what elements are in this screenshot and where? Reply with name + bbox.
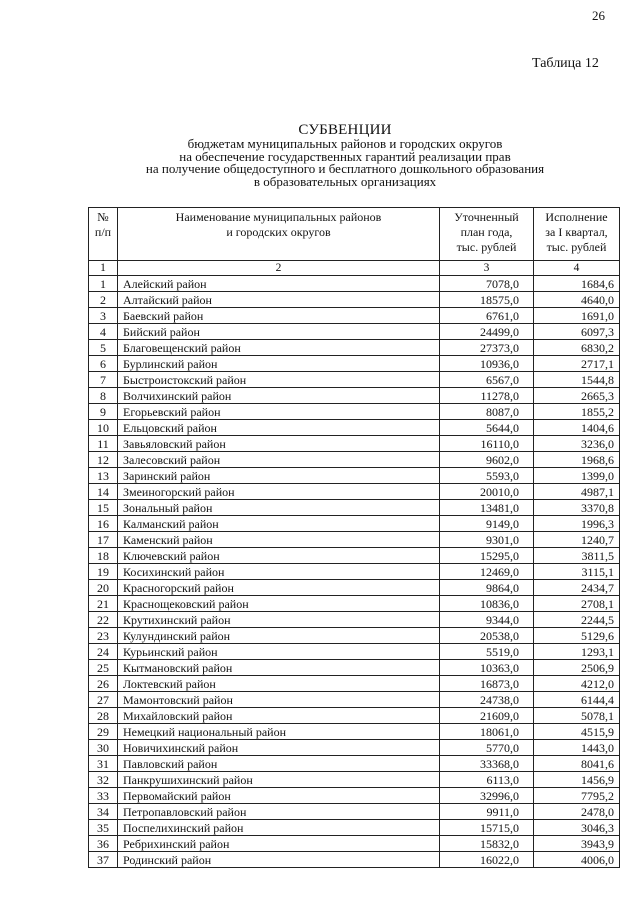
table-row [89, 532, 620, 548]
table-row [89, 420, 620, 436]
header-text: Наименование муниципальных районов [175, 210, 382, 224]
annual-plan-value: 6113,0 [440, 772, 534, 788]
table-row [89, 500, 620, 516]
page-number: 26 [592, 8, 605, 23]
table-row [89, 340, 620, 356]
table-row [89, 724, 620, 740]
district-name: Баевский район [118, 308, 440, 324]
q1-execution-value: 3115,1 [534, 564, 620, 580]
header-name [118, 208, 440, 261]
district-name: Кулундинский район [118, 628, 440, 644]
table-row [89, 452, 620, 468]
annual-plan-value: 9301,0 [440, 532, 534, 548]
row-number: 34 [89, 804, 118, 820]
table-row [89, 644, 620, 660]
q1-execution-value: 3046,3 [534, 820, 620, 836]
row-number: 30 [89, 740, 118, 756]
annual-plan-value: 5519,0 [440, 644, 534, 660]
row-number: 4 [89, 324, 118, 340]
district-name: Бурлинский район [118, 356, 440, 372]
document-title [0, 122, 640, 188]
district-name: Алтайский район [118, 292, 440, 308]
row-number: 21 [89, 596, 118, 612]
district-name: Зональный район [118, 500, 440, 516]
row-number: 26 [89, 676, 118, 692]
table-row [89, 292, 620, 308]
annual-plan-value: 33368,0 [440, 756, 534, 772]
q1-execution-value: 1404,6 [534, 420, 620, 436]
annual-plan-value: 5770,0 [440, 740, 534, 756]
q1-execution-value: 2717,1 [534, 356, 620, 372]
district-name: Ельцовский район [118, 420, 440, 436]
row-number: 18 [89, 548, 118, 564]
q1-execution-value: 4006,0 [534, 852, 620, 868]
annual-plan-value: 20010,0 [440, 484, 534, 500]
annual-plan-value: 6567,0 [440, 372, 534, 388]
row-number: 35 [89, 820, 118, 836]
q1-execution-value: 2708,1 [534, 596, 620, 612]
row-number: 33 [89, 788, 118, 804]
column-index: 1 [89, 261, 118, 276]
table-row [89, 788, 620, 804]
table-row [89, 596, 620, 612]
table-row [89, 276, 620, 292]
row-number: 5 [89, 340, 118, 356]
annual-plan-value: 13481,0 [440, 500, 534, 516]
row-number: 32 [89, 772, 118, 788]
table-row [89, 372, 620, 388]
q1-execution-value: 6830,2 [534, 340, 620, 356]
district-name: Волчихинский район [118, 388, 440, 404]
row-number: 15 [89, 500, 118, 516]
row-number: 36 [89, 836, 118, 852]
district-name: Немецкий национальный район [118, 724, 440, 740]
row-number: 1 [89, 276, 118, 292]
annual-plan-value: 9602,0 [440, 452, 534, 468]
district-name: Ребрихинский район [118, 836, 440, 852]
table-row [89, 404, 620, 420]
row-number: 8 [89, 388, 118, 404]
annual-plan-value: 6761,0 [440, 308, 534, 324]
row-number: 20 [89, 580, 118, 596]
q1-execution-value: 1240,7 [534, 532, 620, 548]
table-row [89, 564, 620, 580]
table-row [89, 436, 620, 452]
annual-plan-value: 12469,0 [440, 564, 534, 580]
district-name: Заринский район [118, 468, 440, 484]
q1-execution-value: 2478,0 [534, 804, 620, 820]
row-number: 7 [89, 372, 118, 388]
district-name: Новичихинский район [118, 740, 440, 756]
column-index-row [89, 261, 620, 276]
annual-plan-value: 21609,0 [440, 708, 534, 724]
q1-execution-value: 1456,9 [534, 772, 620, 788]
q1-execution-value: 1544,8 [534, 372, 620, 388]
district-name: Залесовский район [118, 452, 440, 468]
annual-plan-value: 18575,0 [440, 292, 534, 308]
table-body [89, 276, 620, 868]
header-text: № [97, 210, 109, 224]
q1-execution-value: 1691,0 [534, 308, 620, 324]
district-name: Курьинский район [118, 644, 440, 660]
title-line: в образовательных организациях [253, 173, 437, 189]
annual-plan-value: 9344,0 [440, 612, 534, 628]
row-number: 22 [89, 612, 118, 628]
table-row [89, 708, 620, 724]
district-name: Михайловский район [118, 708, 440, 724]
q1-execution-value: 3943,9 [534, 836, 620, 852]
row-number: 9 [89, 404, 118, 420]
header-row [89, 208, 620, 261]
q1-execution-value: 1968,6 [534, 452, 620, 468]
title-main: СУБВЕНЦИИ [298, 122, 392, 138]
annual-plan-value: 9911,0 [440, 804, 534, 820]
district-name: Змеиногорский район [118, 484, 440, 500]
row-number: 6 [89, 356, 118, 372]
q1-execution-value: 2506,9 [534, 660, 620, 676]
annual-plan-value: 10836,0 [440, 596, 534, 612]
annual-plan-value: 9149,0 [440, 516, 534, 532]
table-row [89, 692, 620, 708]
q1-execution-value: 6097,3 [534, 324, 620, 340]
table-row [89, 836, 620, 852]
title-line: на обеспечение государственных гарантий реализации прав [179, 148, 511, 164]
annual-plan-value: 16873,0 [440, 676, 534, 692]
q1-execution-value: 4212,0 [534, 676, 620, 692]
district-name: Егорьевский район [118, 404, 440, 420]
q1-execution-value: 1399,0 [534, 468, 620, 484]
annual-plan-value: 32996,0 [440, 788, 534, 804]
q1-execution-value: 6144,4 [534, 692, 620, 708]
row-number: 24 [89, 644, 118, 660]
row-number: 17 [89, 532, 118, 548]
header-plan [440, 208, 534, 261]
district-name: Поспелихинский район [118, 820, 440, 836]
header-text: тыс. рублей [456, 240, 517, 254]
table-row [89, 516, 620, 532]
district-name: Локтевский район [118, 676, 440, 692]
district-name: Калманский район [118, 516, 440, 532]
subsidies-table [88, 207, 620, 868]
row-number: 10 [89, 420, 118, 436]
row-number: 27 [89, 692, 118, 708]
table-row [89, 756, 620, 772]
row-number: 11 [89, 436, 118, 452]
row-number: 13 [89, 468, 118, 484]
district-name: Крутихинский район [118, 612, 440, 628]
annual-plan-value: 15832,0 [440, 836, 534, 852]
row-number: 37 [89, 852, 118, 868]
row-number: 25 [89, 660, 118, 676]
table-row [89, 660, 620, 676]
table-row [89, 548, 620, 564]
row-number: 14 [89, 484, 118, 500]
q1-execution-value: 8041,6 [534, 756, 620, 772]
table-row [89, 308, 620, 324]
district-name: Кытмановский район [118, 660, 440, 676]
district-name: Красногорский район [118, 580, 440, 596]
table-row [89, 804, 620, 820]
table-row [89, 676, 620, 692]
district-name: Быстроистокский район [118, 372, 440, 388]
row-number: 28 [89, 708, 118, 724]
row-number: 29 [89, 724, 118, 740]
annual-plan-value: 18061,0 [440, 724, 534, 740]
header-text: план года, [460, 225, 513, 239]
table-row [89, 356, 620, 372]
header-exec [534, 208, 620, 261]
district-name: Завьяловский район [118, 436, 440, 452]
annual-plan-value: 7078,0 [440, 276, 534, 292]
header-text: тыс. рублей [546, 240, 607, 254]
table-row [89, 820, 620, 836]
q1-execution-value: 1684,6 [534, 276, 620, 292]
row-number: 31 [89, 756, 118, 772]
annual-plan-value: 9864,0 [440, 580, 534, 596]
q1-execution-value: 5129,6 [534, 628, 620, 644]
title-line: бюджетам муниципальных районов и городских округов [187, 136, 503, 151]
district-name: Благовещенский район [118, 340, 440, 356]
column-index: 4 [534, 261, 620, 276]
annual-plan-value: 16022,0 [440, 852, 534, 868]
table-row [89, 580, 620, 596]
district-name: Бийский район [118, 324, 440, 340]
q1-execution-value: 7795,2 [534, 788, 620, 804]
table-row [89, 740, 620, 756]
district-name: Алейский район [118, 276, 440, 292]
table-label: Таблица 12 [532, 56, 599, 71]
annual-plan-value: 8087,0 [440, 404, 534, 420]
annual-plan-value: 10363,0 [440, 660, 534, 676]
q1-execution-value: 1996,3 [534, 516, 620, 532]
district-name: Родинский район [118, 852, 440, 868]
annual-plan-value: 15295,0 [440, 548, 534, 564]
annual-plan-value: 27373,0 [440, 340, 534, 356]
q1-execution-value: 1443,0 [534, 740, 620, 756]
q1-execution-value: 4640,0 [534, 292, 620, 308]
annual-plan-value: 24499,0 [440, 324, 534, 340]
annual-plan-value: 15715,0 [440, 820, 534, 836]
title-line: на получение общедоступного и бесплатного дошкольного образования [145, 161, 545, 176]
q1-execution-value: 1855,2 [534, 404, 620, 420]
table-row [89, 468, 620, 484]
district-name: Каменский район [118, 532, 440, 548]
column-index: 3 [440, 261, 534, 276]
table-row [89, 324, 620, 340]
district-name: Павловский район [118, 756, 440, 772]
annual-plan-value: 5644,0 [440, 420, 534, 436]
district-name: Панкрушихинский район [118, 772, 440, 788]
district-name: Косихинский район [118, 564, 440, 580]
table-row [89, 388, 620, 404]
row-number: 3 [89, 308, 118, 324]
annual-plan-value: 20538,0 [440, 628, 534, 644]
q1-execution-value: 5078,1 [534, 708, 620, 724]
annual-plan-value: 5593,0 [440, 468, 534, 484]
table-row [89, 484, 620, 500]
annual-plan-value: 24738,0 [440, 692, 534, 708]
annual-plan-value: 16110,0 [440, 436, 534, 452]
header-text: п/п [94, 225, 112, 239]
column-index: 2 [118, 261, 440, 276]
row-number: 16 [89, 516, 118, 532]
table-row [89, 772, 620, 788]
district-name: Мамонтовский район [118, 692, 440, 708]
header-text: Исполнение [545, 210, 608, 224]
district-name: Ключевский район [118, 548, 440, 564]
table-row [89, 628, 620, 644]
row-number: 2 [89, 292, 118, 308]
table-row [89, 852, 620, 868]
q1-execution-value: 2244,5 [534, 612, 620, 628]
header-num [89, 208, 118, 261]
q1-execution-value: 3811,5 [534, 548, 620, 564]
header-text: за I квартал, [545, 225, 608, 239]
table-row [89, 612, 620, 628]
q1-execution-value: 2665,3 [534, 388, 620, 404]
district-name: Краснощековский район [118, 596, 440, 612]
annual-plan-value: 10936,0 [440, 356, 534, 372]
row-number: 12 [89, 452, 118, 468]
district-name: Первомайский район [118, 788, 440, 804]
header-text: Уточненный [454, 210, 519, 224]
q1-execution-value: 3236,0 [534, 436, 620, 452]
q1-execution-value: 2434,7 [534, 580, 620, 596]
header-text: и городских округов [226, 225, 331, 239]
q1-execution-value: 3370,8 [534, 500, 620, 516]
row-number: 19 [89, 564, 118, 580]
q1-execution-value: 4987,1 [534, 484, 620, 500]
q1-execution-value: 4515,9 [534, 724, 620, 740]
district-name: Петропавловский район [118, 804, 440, 820]
annual-plan-value: 11278,0 [440, 388, 534, 404]
row-number: 23 [89, 628, 118, 644]
q1-execution-value: 1293,1 [534, 644, 620, 660]
